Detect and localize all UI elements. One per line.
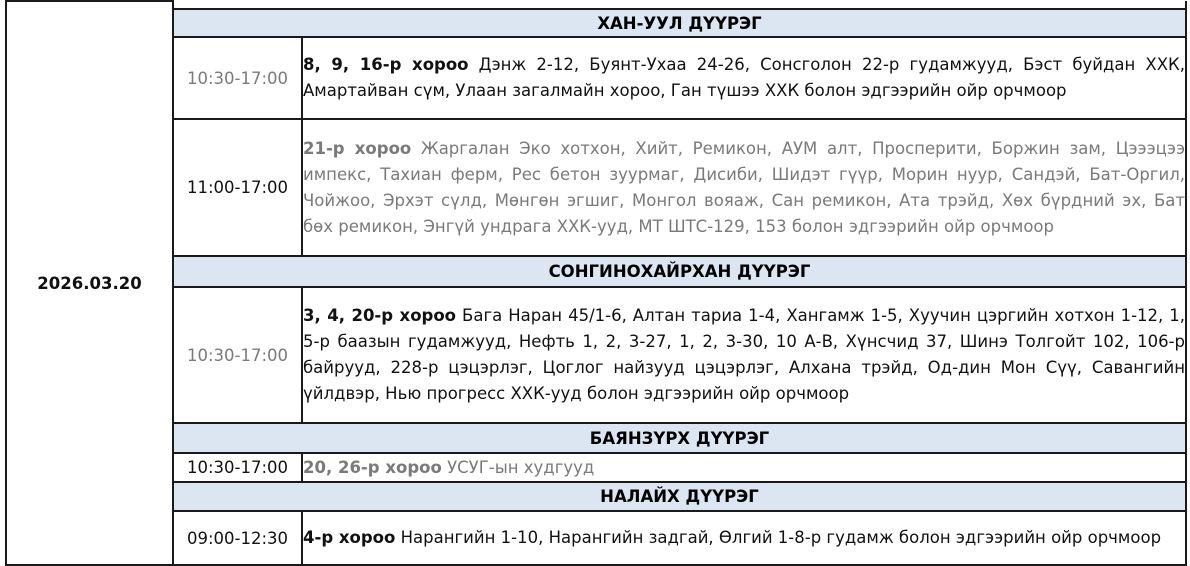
schedule-row xyxy=(6,37,1186,119)
schedule-row xyxy=(6,511,1186,565)
time-cell: 10:30-17:00 xyxy=(173,37,302,119)
date-cell: 2026.03.20 xyxy=(6,1,173,565)
khoroo-label: 4-р хороо xyxy=(303,528,396,547)
time-cell: 11:00-17:00 xyxy=(173,119,302,256)
khoroo-label: 8, 9, 16-р хороо xyxy=(303,55,469,74)
area-text: УСУГ-ын худгууд xyxy=(447,457,595,477)
district-header-row xyxy=(6,423,1186,453)
area-description xyxy=(302,511,1186,565)
district-header: НАЛАЙХ ДҮҮРЭГ xyxy=(173,482,1186,511)
previous-row-remnant xyxy=(173,1,1186,9)
district-header: СОНГИНОХАЙРХАН ДҮҮРЭГ xyxy=(173,256,1186,287)
district-header: ХАН-УУЛ ДҮҮРЭГ xyxy=(173,9,1186,37)
area-text: Бага Наран 45/1-6, Алтан тариа 1-4, Хангамж 1-5, Хуучин цэргийн хотхон 1-12, 1, 5-р баазын гудамжууд, Нефть 1, 2, 3-27, 1, 2, 3-30, 10 А-В, Хүнсчид 37, Шинэ Толгойт 102, 106-р байрууд, 228-р цэцэрлэг, Цоглог найзууд цэцэрлэг, Алхана трэйд, Од-дин Мон Сүү, Савангийн үйлдвэр, Нью прогресс ХХК-ууд болон эдгээрийн ойр орчмоор xyxy=(303,306,1185,403)
top-partial-row xyxy=(6,1,1186,9)
district-header-row xyxy=(6,9,1186,37)
area-description xyxy=(302,453,1186,482)
district-header-row xyxy=(6,482,1186,511)
area-description xyxy=(302,287,1186,423)
time-cell: 10:30-17:00 xyxy=(173,287,302,423)
time-cell: 10:30-17:00 xyxy=(173,453,302,482)
schedule-row xyxy=(6,119,1186,256)
district-header-row xyxy=(6,256,1186,287)
time-cell: 09:00-12:30 xyxy=(173,511,302,565)
khoroo-label: 21-р хороо xyxy=(303,138,412,158)
district-header: БАЯНЗҮРХ ДҮҮРЭГ xyxy=(173,423,1186,453)
outage-schedule-table xyxy=(5,0,1187,566)
area-text: Нарангийн 1-10, Нарангийн задгай, Өлгий 1-8-р гудамж болон эдгээрийн ойр орчмоор xyxy=(400,528,1162,547)
area-text: Жаргалан Эко хотхон, Хийт, Ремикон, АУМ алт, Просперити, Боржин зам, Цэээцээ импекс, Тахиан ферм, Рес бетон зуурмаг, Дисиби, Шидэт гүүр, Морин нуур, Сандэй, Бат-Оргил, Чойжоо, Эрхэт сүлд, Мөнгөн эгшиг, Монгол вояаж, Сан ремикон, Ата трэйд, Хөх бүрдний эх, Бат бөх ремикон, Энгүй ундрага ХХК-ууд, МТ ШТС-129, 153 болон эдгээрийн ойр орчмоор xyxy=(303,138,1186,236)
schedule-row xyxy=(6,287,1186,423)
khoroo-label: 20, 26-р хороо xyxy=(303,457,442,477)
area-description xyxy=(302,37,1186,119)
schedule-row xyxy=(6,453,1186,482)
area-description xyxy=(302,119,1186,256)
khoroo-label: 3, 4, 20-р хороо xyxy=(303,306,457,325)
area-text: Дэнж 2-12, Буянт-Ухаа 24-26, Сонсголон 22-р гудамжууд, Бэст буйдан ХХК, Амартайван сүм, Улаан загалмайн хороо, Ган түшээ ХХК болон эдгээрийн ойр орчмоор xyxy=(303,55,1185,100)
